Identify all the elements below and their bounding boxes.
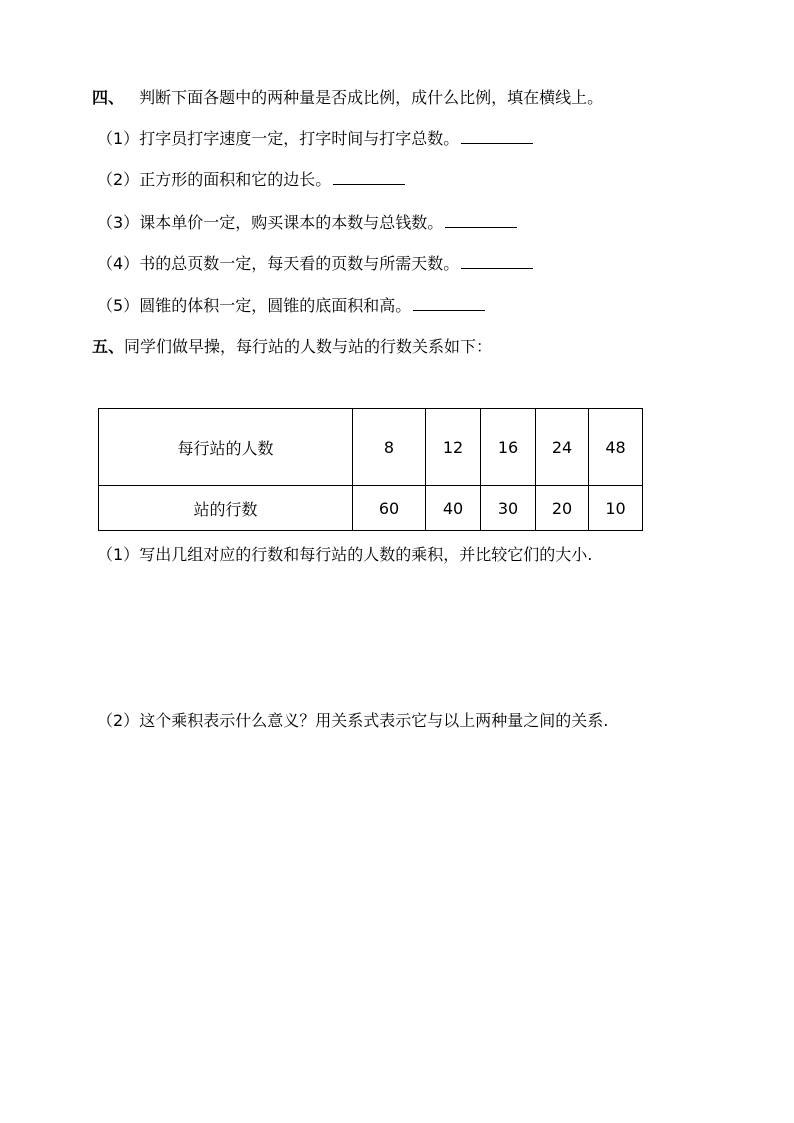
answer-blank[interactable]	[333, 170, 405, 185]
table-cell: 20	[536, 486, 589, 531]
answer-blank[interactable]	[445, 213, 517, 228]
answer-blank[interactable]	[461, 254, 533, 269]
question-text: 这个乘积表示什么意义？用关系式表示它与以上两种量之间的关系.	[139, 711, 609, 730]
question-label: （5）	[97, 296, 140, 315]
table-row	[99, 409, 643, 486]
section-4-heading	[92, 88, 603, 108]
table-cell: 30	[481, 486, 536, 531]
table-cell: 24	[536, 409, 589, 486]
section-5-instruction: 同学们做早操，每行站的人数与站的行数关系如下：	[124, 337, 493, 356]
question-text: 圆锥的体积一定，圆锥的底面积和高。	[139, 296, 412, 315]
section-4-number: 四、	[92, 88, 125, 107]
question-text: 正方形的面积和它的边长。	[139, 170, 332, 189]
question-label: （2）	[97, 170, 140, 189]
question-4-1	[97, 129, 533, 149]
question-5-2	[97, 711, 608, 731]
question-text: 书的总页数一定，每天看的页数与所需天数。	[139, 254, 460, 273]
question-label: （4）	[97, 254, 140, 273]
table-cell: 40	[426, 486, 481, 531]
question-4-5	[97, 296, 485, 316]
data-table	[98, 408, 643, 531]
table-cell: 60	[353, 486, 426, 531]
question-4-2	[97, 170, 405, 190]
table-row-label: 每行站的人数	[99, 409, 353, 486]
table-cell: 48	[589, 409, 643, 486]
table-row	[99, 486, 643, 531]
question-4-3	[97, 213, 517, 233]
answer-blank[interactable]	[461, 129, 533, 144]
question-text: 课本单价一定，购买课本的本数与总钱数。	[139, 213, 444, 232]
question-text: 写出几组对应的行数和每行站的人数的乘积，并比较它们的大小.	[139, 545, 593, 564]
question-5-1	[97, 545, 592, 565]
table-row-label: 站的行数	[99, 486, 353, 531]
question-label: （3）	[97, 213, 140, 232]
answer-blank[interactable]	[413, 296, 485, 311]
table-cell: 16	[481, 409, 536, 486]
table-cell: 8	[353, 409, 426, 486]
table-cell: 12	[426, 409, 481, 486]
question-label: （1）	[97, 129, 140, 148]
question-4-4	[97, 254, 533, 274]
section-5-heading	[92, 337, 492, 357]
question-text: 打字员打字速度一定，打字时间与打字总数。	[139, 129, 460, 148]
question-label: （2）	[97, 711, 140, 730]
table-cell: 10	[589, 486, 643, 531]
question-label: （1）	[97, 545, 140, 564]
section-4-instruction: 判断下面各题中的两种量是否成比例，成什么比例，填在横线上。	[139, 88, 604, 107]
section-5-number: 五、	[92, 337, 125, 356]
